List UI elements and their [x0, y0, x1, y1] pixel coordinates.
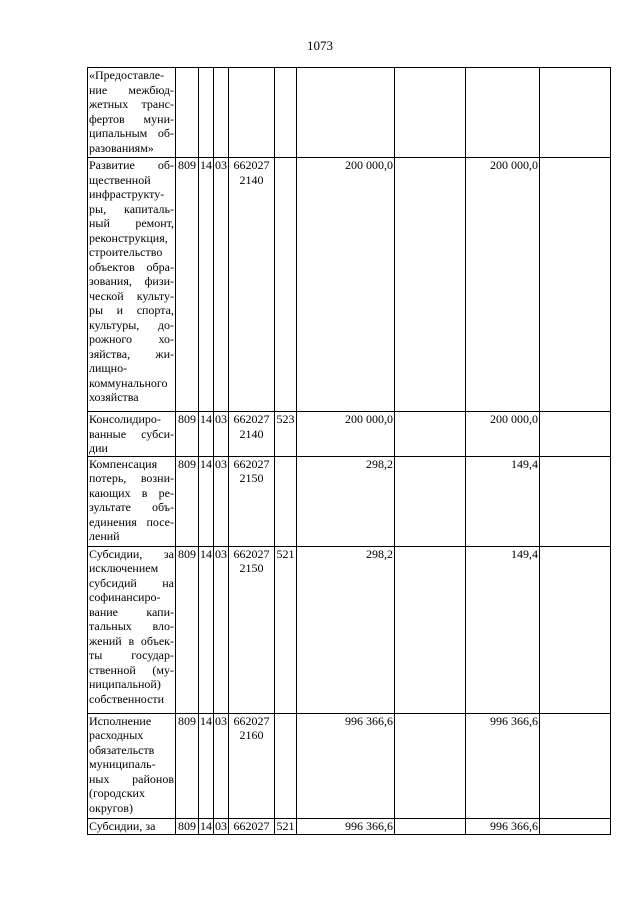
- cell-amount-3: 149,4: [466, 456, 540, 546]
- budget-table: [87, 67, 611, 835]
- cell-amount-2: [395, 818, 466, 834]
- cell-target-article: 662027: [229, 818, 275, 834]
- cell-expense-type: 523: [275, 412, 297, 457]
- cell-name: Субсидии, за: [88, 818, 176, 834]
- table-row: [88, 713, 611, 818]
- table-row: [88, 158, 611, 412]
- cell-amount-3: 996 366,6: [466, 713, 540, 818]
- cell-amount-1: 200 000,0: [297, 412, 395, 457]
- cell-amount-2: [395, 456, 466, 546]
- cell-subsection: 03: [214, 412, 229, 457]
- cell-amount-3: 149,4: [466, 546, 540, 713]
- cell-subsection: 03: [214, 456, 229, 546]
- cell-amount-3: 200 000,0: [466, 158, 540, 412]
- cell-section: [199, 68, 214, 158]
- table-row: [88, 456, 611, 546]
- cell-section: 14: [199, 412, 214, 457]
- cell-amount-2: [395, 713, 466, 818]
- cell-ministry: [176, 68, 199, 158]
- cell-amount-2: [395, 546, 466, 713]
- cell-target-article: 662027 2140: [229, 158, 275, 412]
- cell-target-article: 662027 2150: [229, 546, 275, 713]
- cell-name: Компенсация потерь, возни-кающих в ре-зультате объ-единения посе-лений: [88, 456, 176, 546]
- cell-amount-3: 996 366,6: [466, 818, 540, 834]
- table-row: [88, 546, 611, 713]
- cell-amount-3: 200 000,0: [466, 412, 540, 457]
- cell-name: Консолидиро-ванные субси-дии: [89, 412, 174, 455]
- cell-section: 14: [199, 158, 214, 412]
- cell-amount-4: [540, 713, 611, 818]
- cell-amount-4: [540, 158, 611, 412]
- cell-amount-1: 298,2: [297, 456, 395, 546]
- cell-target-article: 662027 2140: [229, 412, 275, 457]
- cell-subsection: 03: [214, 713, 229, 818]
- cell-ministry: 809: [176, 412, 199, 457]
- cell-amount-4: [540, 818, 611, 834]
- cell-expense-type: [275, 158, 297, 412]
- cell-amount-3: [466, 68, 540, 158]
- cell-amount-4: [540, 68, 611, 158]
- cell-ministry: 809: [176, 546, 199, 713]
- cell-target-article: 662027 2150: [229, 456, 275, 546]
- cell-ministry: 809: [176, 818, 199, 834]
- table-row: [88, 818, 611, 834]
- cell-section: 14: [199, 546, 214, 713]
- cell-subsection: 03: [215, 818, 227, 833]
- cell-amount-1: 996 366,6: [297, 818, 395, 834]
- cell-amount-2: [395, 68, 466, 158]
- cell-section: 14: [199, 713, 214, 818]
- cell-amount-1: 996 366,6: [297, 713, 395, 818]
- cell-expense-type: [275, 713, 297, 818]
- cell-ministry: 809: [176, 456, 199, 546]
- cell-section: 14: [200, 818, 212, 833]
- cell-amount-4: [540, 456, 611, 546]
- cell-amount-1: [297, 68, 395, 158]
- table-row: [88, 68, 611, 158]
- cell-amount-2: [395, 412, 466, 457]
- cell-ministry: 809: [176, 713, 199, 818]
- cell-amount-4: [540, 546, 611, 713]
- cell-target-article: 662027 2160: [229, 713, 275, 818]
- cell-target-article: [229, 68, 275, 158]
- cell-expense-type: [275, 68, 297, 158]
- cell-name: Субсидии, за исключением субсидий на софинансиро-вание капи-тальных вло-жений в объек-ты государ-ственной (му-ниципальной) собственности: [88, 546, 176, 713]
- cell-name: «Предоставле-ние межбюд-жетных транс-фертов муни-ципальным об-разованиям»: [88, 68, 176, 158]
- cell-subsection: 03: [214, 158, 229, 412]
- cell-amount-1: 200 000,0: [297, 158, 395, 412]
- cell-expense-type: [275, 456, 297, 546]
- cell-name: Развитие об-щественной инфраструкту-ры, капиталь-ный ремонт, реконструкция, строительство объектов обра-зования, физи-ческой культу-ры и спорта, культуры, до-рожного хо-зяйства, жи-лищно-коммунального хозяйства: [88, 158, 176, 412]
- cell-expense-type: 521: [275, 546, 297, 713]
- cell-amount-1: 298,2: [297, 546, 395, 713]
- page-number: 1073: [307, 38, 333, 53]
- cell-amount-2: [395, 158, 466, 412]
- cell-ministry: 809: [176, 158, 199, 412]
- cell-subsection: [214, 68, 229, 158]
- cell-expense-type: 521: [276, 818, 295, 833]
- cell-subsection: 03: [214, 546, 229, 713]
- cell-name: Исполнение расходных обязательств муниципаль-ных районов (городских округов): [88, 713, 176, 818]
- cell-section: 14: [199, 456, 214, 546]
- table-row: [88, 412, 611, 457]
- cell-amount-4: [540, 412, 611, 457]
